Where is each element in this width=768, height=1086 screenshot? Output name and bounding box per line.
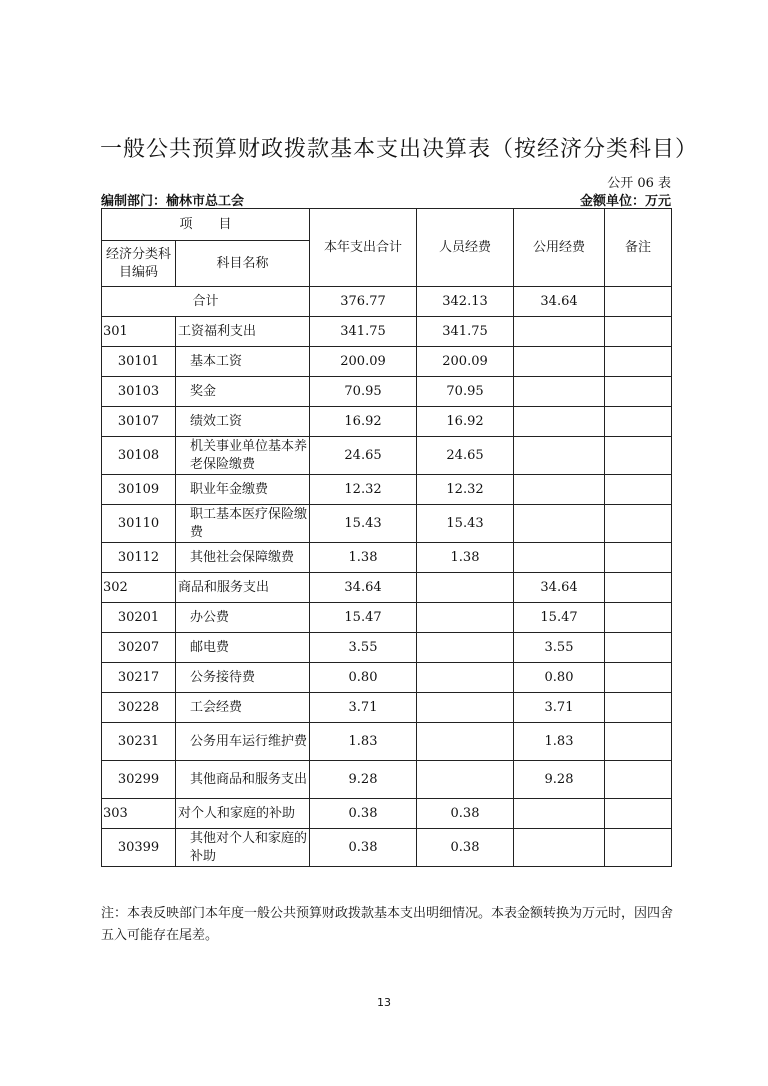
row-public (514, 347, 605, 377)
table-row (102, 663, 672, 693)
table-row (102, 633, 672, 663)
row-remark (605, 475, 672, 505)
row-remark (605, 377, 672, 407)
row-remark (605, 723, 672, 761)
header-name: 科目名称 (176, 241, 310, 287)
row-remark (605, 603, 672, 633)
row-personnel: 0.38 (417, 799, 514, 829)
row-code: 30101 (102, 347, 176, 377)
row-personnel: 1.38 (417, 543, 514, 573)
row-code: 30399 (102, 829, 176, 867)
row-name: 职工基本医疗保险缴费 (176, 505, 310, 543)
row-public (514, 317, 605, 347)
row-total: 0.38 (310, 799, 417, 829)
form-number: 公开 06 表 (607, 176, 671, 191)
row-name: 职业年金缴费 (176, 475, 310, 505)
row-public (514, 407, 605, 437)
row-name: 公务接待费 (176, 663, 310, 693)
row-code: 30207 (102, 633, 176, 663)
row-name: 其他对个人和家庭的补助 (176, 829, 310, 867)
total-label: 合计 (102, 287, 310, 317)
row-name: 奖金 (176, 377, 310, 407)
row-public: 15.47 (514, 603, 605, 633)
row-total: 70.95 (310, 377, 417, 407)
header-personnel: 人员经费 (417, 209, 514, 287)
row-name: 邮电费 (176, 633, 310, 663)
row-public: 3.55 (514, 633, 605, 663)
table-row (102, 317, 672, 347)
total-personnel: 342.13 (417, 287, 514, 317)
row-code: 30217 (102, 663, 176, 693)
page-title: 一般公共预算财政拨款基本支出决算表（按经济分类科目） (100, 137, 699, 162)
header-item: 项 目 (102, 209, 310, 241)
row-code: 30231 (102, 723, 176, 761)
total-remark (605, 287, 672, 317)
table-row (102, 377, 672, 407)
row-remark (605, 761, 672, 799)
table-row (102, 603, 672, 633)
table-row (102, 829, 672, 867)
row-name: 工资福利支出 (176, 317, 310, 347)
row-remark (605, 407, 672, 437)
row-name: 商品和服务支出 (176, 573, 310, 603)
row-public (514, 437, 605, 475)
header-code: 经济分类科目编码 (102, 241, 176, 287)
row-remark (605, 829, 672, 867)
row-personnel (417, 761, 514, 799)
row-public (514, 377, 605, 407)
row-total: 12.32 (310, 475, 417, 505)
row-code: 30112 (102, 543, 176, 573)
row-remark (605, 317, 672, 347)
row-public: 9.28 (514, 761, 605, 799)
row-remark (605, 693, 672, 723)
row-public (514, 829, 605, 867)
department-label: 编制部门：榆林市总工会 (101, 194, 245, 209)
row-total: 15.47 (310, 603, 417, 633)
table-row (102, 723, 672, 761)
table-row (102, 505, 672, 543)
table-row (102, 799, 672, 829)
row-code: 30299 (102, 761, 176, 799)
row-personnel: 15.43 (417, 505, 514, 543)
row-total: 34.64 (310, 573, 417, 603)
row-personnel: 16.92 (417, 407, 514, 437)
row-name: 工会经费 (176, 693, 310, 723)
row-personnel: 70.95 (417, 377, 514, 407)
table-row (102, 407, 672, 437)
row-remark (605, 543, 672, 573)
row-name: 办公费 (176, 603, 310, 633)
row-total: 0.80 (310, 663, 417, 693)
row-personnel (417, 603, 514, 633)
row-personnel (417, 573, 514, 603)
row-personnel (417, 693, 514, 723)
row-code: 30109 (102, 475, 176, 505)
row-name: 其他社会保障缴费 (176, 543, 310, 573)
row-remark (605, 663, 672, 693)
row-code: 30108 (102, 437, 176, 475)
row-name: 对个人和家庭的补助 (176, 799, 310, 829)
row-name: 基本工资 (176, 347, 310, 377)
row-name: 机关事业单位基本养老保险缴费 (176, 437, 310, 475)
row-code: 30103 (102, 377, 176, 407)
row-public (514, 475, 605, 505)
row-personnel: 341.75 (417, 317, 514, 347)
row-total: 0.38 (310, 829, 417, 867)
row-personnel: 0.38 (417, 829, 514, 867)
table-row (102, 437, 672, 475)
row-remark (605, 347, 672, 377)
header-public: 公用经费 (514, 209, 605, 287)
row-name: 其他商品和服务支出 (176, 761, 310, 799)
row-code: 301 (102, 317, 176, 347)
row-code: 30201 (102, 603, 176, 633)
row-total: 15.43 (310, 505, 417, 543)
table-row (102, 693, 672, 723)
row-total: 1.38 (310, 543, 417, 573)
row-total: 24.65 (310, 437, 417, 475)
row-code: 30110 (102, 505, 176, 543)
row-personnel: 200.09 (417, 347, 514, 377)
row-total: 3.71 (310, 693, 417, 723)
header-remark: 备注 (605, 209, 672, 287)
row-remark (605, 799, 672, 829)
table-meta (101, 190, 671, 209)
row-public (514, 543, 605, 573)
row-public: 1.83 (514, 723, 605, 761)
row-remark (605, 505, 672, 543)
row-remark (605, 437, 672, 475)
row-remark (605, 633, 672, 663)
budget-table (101, 208, 672, 867)
table-body (102, 287, 672, 867)
page-number: 13 (377, 996, 391, 1009)
row-personnel (417, 663, 514, 693)
table-row (102, 573, 672, 603)
row-personnel: 12.32 (417, 475, 514, 505)
total-row (102, 287, 672, 317)
row-total: 16.92 (310, 407, 417, 437)
row-public (514, 505, 605, 543)
total-amount: 376.77 (310, 287, 417, 317)
row-code: 30228 (102, 693, 176, 723)
row-total: 341.75 (310, 317, 417, 347)
row-total: 3.55 (310, 633, 417, 663)
table-row (102, 475, 672, 505)
row-code: 30107 (102, 407, 176, 437)
table-row (102, 761, 672, 799)
row-public: 3.71 (514, 693, 605, 723)
row-total: 1.83 (310, 723, 417, 761)
row-personnel (417, 723, 514, 761)
row-personnel: 24.65 (417, 437, 514, 475)
row-public (514, 799, 605, 829)
row-public: 34.64 (514, 573, 605, 603)
row-code: 302 (102, 573, 176, 603)
row-code: 303 (102, 799, 176, 829)
row-personnel (417, 633, 514, 663)
row-remark (605, 573, 672, 603)
row-name: 公务用车运行维护费 (176, 723, 310, 761)
total-public: 34.64 (514, 287, 605, 317)
row-total: 9.28 (310, 761, 417, 799)
row-name: 绩效工资 (176, 407, 310, 437)
table-row (102, 543, 672, 573)
footnote: 注：本表反映部门本年度一般公共预算财政拨款基本支出明细情况。本表金额转换为万元时，因四舍五入可能存在尾差。 (101, 906, 674, 943)
row-public: 0.80 (514, 663, 605, 693)
row-total: 200.09 (310, 347, 417, 377)
header-total: 本年支出合计 (310, 209, 417, 287)
table-row (102, 347, 672, 377)
unit-label: 金额单位：万元 (579, 194, 671, 209)
